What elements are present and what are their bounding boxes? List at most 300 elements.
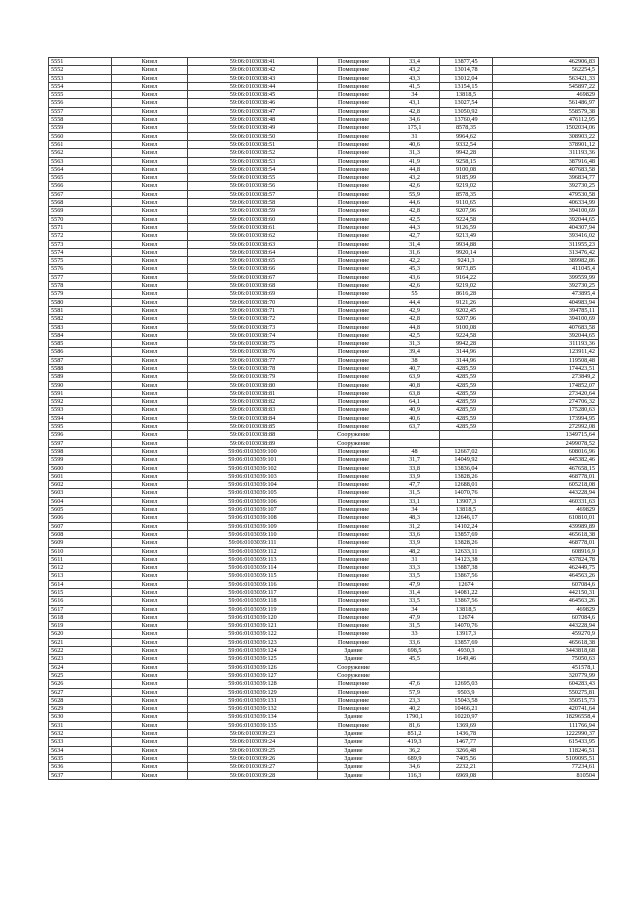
area-cell: 42,5 (390, 331, 440, 339)
cadastral-value-cell: 465618,38 (493, 530, 599, 538)
unit-cost-cell: 13828,26 (440, 472, 493, 480)
object-type-cell: Помещение (318, 182, 390, 190)
unit-cost-cell: 8578,35 (440, 190, 493, 198)
unit-cost-cell: 9185,99 (440, 174, 493, 182)
unit-cost-cell: 9934,88 (440, 240, 493, 248)
cadastral-number-cell: 59:06:0103039:23 (188, 730, 318, 738)
table-row (49, 74, 599, 82)
row-number-cell: 5607 (49, 522, 112, 530)
cadastral-value-cell: 443228,94 (493, 622, 599, 630)
city-cell: Кизел (112, 638, 188, 646)
cadastral-number-cell: 59:06:0103039:26 (188, 754, 318, 762)
area-cell: 175,1 (390, 124, 440, 132)
cadastral-number-cell: 59:06:0103038:74 (188, 331, 318, 339)
area-cell: 34 (390, 605, 440, 613)
table-row (49, 713, 599, 721)
row-number-cell: 5569 (49, 207, 112, 215)
object-type-cell: Помещение (318, 580, 390, 588)
object-type-cell: Помещение (318, 157, 390, 165)
area-cell: 42,8 (390, 107, 440, 115)
table-row (49, 547, 599, 555)
cadastral-value-cell: 473895,4 (493, 290, 599, 298)
city-cell: Кизел (112, 738, 188, 746)
object-type-cell: Здание (318, 763, 390, 771)
row-number-cell: 5593 (49, 406, 112, 414)
cadastral-value-cell: 399559,99 (493, 273, 599, 281)
cadastral-number-cell: 59:06:0103039:122 (188, 630, 318, 638)
cadastral-value-cell: 469829 (493, 605, 599, 613)
row-number-cell: 5605 (49, 506, 112, 514)
city-cell: Кизел (112, 580, 188, 588)
cadastral-number-cell: 59:06:0103038:54 (188, 165, 318, 173)
object-type-cell: Помещение (318, 165, 390, 173)
area-cell: 33,9 (390, 539, 440, 547)
area-cell: 33,6 (390, 638, 440, 646)
cadastral-value-cell: 77234,61 (493, 763, 599, 771)
cadastral-number-cell: 59:06:0103038:85 (188, 423, 318, 431)
unit-cost-cell: 13050,92 (440, 107, 493, 115)
table-row (49, 763, 599, 771)
cadastral-value-cell: 467658,15 (493, 464, 599, 472)
city-cell: Кизел (112, 547, 188, 555)
object-type-cell: Помещение (318, 240, 390, 248)
object-type-cell: Помещение (318, 66, 390, 74)
cadastral-value-cell: 443228,94 (493, 489, 599, 497)
area-cell: 43,3 (390, 74, 440, 82)
object-type-cell: Помещение (318, 91, 390, 99)
unit-cost-cell: 9224,58 (440, 331, 493, 339)
cadastral-value-cell: 311193,36 (493, 149, 599, 157)
object-type-cell: Помещение (318, 282, 390, 290)
row-number-cell: 5626 (49, 680, 112, 688)
cadastral-value-cell: 607084,6 (493, 580, 599, 588)
table-row (49, 721, 599, 729)
table-row (49, 124, 599, 132)
city-cell: Кизел (112, 348, 188, 356)
row-number-cell: 5581 (49, 306, 112, 314)
cadastral-value-cell: 5109095,51 (493, 754, 599, 762)
cadastral-value-cell: 445382,46 (493, 456, 599, 464)
area-cell: 33,5 (390, 597, 440, 605)
cadastral-value-cell: 313476,42 (493, 248, 599, 256)
unit-cost-cell: 9942,28 (440, 149, 493, 157)
unit-cost-cell: 9224,58 (440, 215, 493, 223)
area-cell: 851,2 (390, 730, 440, 738)
unit-cost-cell: 9073,85 (440, 265, 493, 273)
object-type-cell: Помещение (318, 522, 390, 530)
row-number-cell: 5552 (49, 66, 112, 74)
cadastral-value-cell: 1349715,64 (493, 431, 599, 439)
area-cell: 47,6 (390, 680, 440, 688)
unit-cost-cell: 9164,22 (440, 273, 493, 281)
row-number-cell: 5595 (49, 423, 112, 431)
cadastral-value-cell: 407683,58 (493, 165, 599, 173)
table-row (49, 423, 599, 431)
row-number-cell: 5590 (49, 381, 112, 389)
unit-cost-cell: 4285,59 (440, 414, 493, 422)
city-cell: Кизел (112, 613, 188, 621)
city-cell: Кизел (112, 140, 188, 148)
cadastral-value-cell: 604283,43 (493, 680, 599, 688)
cadastral-value-cell: 460331,63 (493, 497, 599, 505)
object-type-cell: Помещение (318, 680, 390, 688)
cadastral-number-cell: 59:06:0103038:80 (188, 381, 318, 389)
area-cell: 43,2 (390, 174, 440, 182)
table-row (49, 613, 599, 621)
row-number-cell: 5571 (49, 223, 112, 231)
table-row (49, 746, 599, 754)
city-cell: Кизел (112, 522, 188, 530)
object-type-cell: Помещение (318, 489, 390, 497)
cadastral-value-cell: 464563,26 (493, 597, 599, 605)
table-row (49, 107, 599, 115)
unit-cost-cell: 9100,08 (440, 323, 493, 331)
table-row (49, 248, 599, 256)
area-cell: 63,7 (390, 423, 440, 431)
city-cell: Кизел (112, 124, 188, 132)
unit-cost-cell: 13917,3 (440, 630, 493, 638)
cadastral-value-cell: 550275,81 (493, 688, 599, 696)
row-number-cell: 5562 (49, 149, 112, 157)
city-cell: Кизел (112, 406, 188, 414)
cadastral-value-cell: 1222990,37 (493, 730, 599, 738)
object-type-cell: Помещение (318, 373, 390, 381)
area-cell: 34 (390, 91, 440, 99)
cadastral-value-cell: 320779,99 (493, 671, 599, 679)
cadastral-number-cell: 59:06:0103038:42 (188, 66, 318, 74)
table-row (49, 671, 599, 679)
row-number-cell: 5615 (49, 589, 112, 597)
object-type-cell: Помещение (318, 514, 390, 522)
area-cell: 33,5 (390, 572, 440, 580)
object-type-cell: Помещение (318, 406, 390, 414)
cadastral-value-cell: 608016,96 (493, 447, 599, 455)
object-type-cell: Помещение (318, 265, 390, 273)
table-row (49, 99, 599, 107)
city-cell: Кизел (112, 290, 188, 298)
cadastral-value-cell: 396834,77 (493, 174, 599, 182)
area-cell: 31,6 (390, 248, 440, 256)
cadastral-number-cell: 59:06:0103039:108 (188, 514, 318, 522)
city-cell: Кизел (112, 423, 188, 431)
cadastral-number-cell: 59:06:0103038:66 (188, 265, 318, 273)
area-cell: 36,2 (390, 746, 440, 754)
city-cell: Кизел (112, 555, 188, 563)
area-cell: 40,8 (390, 381, 440, 389)
table-row (49, 157, 599, 165)
table-row (49, 356, 599, 364)
object-type-cell: Помещение (318, 464, 390, 472)
cadastral-number-cell: 59:06:0103038:88 (188, 431, 318, 439)
row-number-cell: 5578 (49, 282, 112, 290)
city-cell: Кизел (112, 364, 188, 372)
table-row (49, 555, 599, 563)
area-cell: 47,9 (390, 613, 440, 621)
city-cell: Кизел (112, 713, 188, 721)
cadastral-number-cell: 59:06:0103039:131 (188, 696, 318, 704)
object-type-cell: Помещение (318, 530, 390, 538)
city-cell: Кизел (112, 589, 188, 597)
area-cell: 40,9 (390, 406, 440, 414)
row-number-cell: 5610 (49, 547, 112, 555)
object-type-cell: Помещение (318, 555, 390, 563)
object-type-cell: Помещение (318, 298, 390, 306)
table-row (49, 323, 599, 331)
city-cell: Кизел (112, 381, 188, 389)
unit-cost-cell: 12695,03 (440, 680, 493, 688)
unit-cost-cell: 12674 (440, 613, 493, 621)
cadastral-number-cell: 59:06:0103038:71 (188, 306, 318, 314)
cadastral-value-cell: 273420,64 (493, 389, 599, 397)
cadastral-value-cell: 3443818,68 (493, 647, 599, 655)
object-type-cell: Сооружение (318, 671, 390, 679)
city-cell: Кизел (112, 273, 188, 281)
table-row (49, 174, 599, 182)
area-cell: 31,4 (390, 589, 440, 597)
area-cell: 40,7 (390, 364, 440, 372)
cadastral-value-cell: 350515,73 (493, 696, 599, 704)
area-cell: 40,2 (390, 705, 440, 713)
object-type-cell: Сооружение (318, 663, 390, 671)
unit-cost-cell: 9503,9 (440, 688, 493, 696)
area-cell: 31,4 (390, 240, 440, 248)
object-type-cell: Помещение (318, 389, 390, 397)
object-type-cell: Помещение (318, 547, 390, 555)
city-cell: Кизел (112, 331, 188, 339)
area-cell: 419,3 (390, 738, 440, 746)
city-cell: Кизел (112, 298, 188, 306)
area-cell: 47,9 (390, 580, 440, 588)
row-number-cell: 5586 (49, 348, 112, 356)
unit-cost-cell: 13857,69 (440, 530, 493, 538)
area-cell: 42,8 (390, 315, 440, 323)
cadastral-number-cell: 59:06:0103038:89 (188, 439, 318, 447)
row-number-cell: 5599 (49, 456, 112, 464)
unit-cost-cell: 9207,96 (440, 207, 493, 215)
cadastral-number-cell: 59:06:0103038:50 (188, 132, 318, 140)
object-type-cell: Помещение (318, 688, 390, 696)
table-row (49, 530, 599, 538)
cadastral-number-cell: 59:06:0103038:49 (188, 124, 318, 132)
unit-cost-cell: 1649,46 (440, 655, 493, 663)
table-row (49, 663, 599, 671)
city-cell: Кизел (112, 746, 188, 754)
cadastral-number-cell: 59:06:0103038:45 (188, 91, 318, 99)
cadastral-number-cell: 59:06:0103038:61 (188, 223, 318, 231)
cadastral-number-cell: 59:06:0103038:57 (188, 190, 318, 198)
row-number-cell: 5563 (49, 157, 112, 165)
cadastral-number-cell: 59:06:0103038:52 (188, 149, 318, 157)
area-cell: 34,6 (390, 763, 440, 771)
unit-cost-cell: 9219,02 (440, 182, 493, 190)
table-row (49, 655, 599, 663)
area-cell: 33,1 (390, 497, 440, 505)
city-cell: Кизел (112, 539, 188, 547)
object-type-cell: Здание (318, 746, 390, 754)
unit-cost-cell: 14123,38 (440, 555, 493, 563)
table-row (49, 539, 599, 547)
unit-cost-cell: 9241,3 (440, 257, 493, 265)
unit-cost-cell: 13760,49 (440, 116, 493, 124)
cadastral-value-cell: 75050,63 (493, 655, 599, 663)
row-number-cell: 5609 (49, 539, 112, 547)
cadastral-number-cell: 59:06:0103039:128 (188, 680, 318, 688)
unit-cost-cell: 13012,04 (440, 74, 493, 82)
table-row (49, 589, 599, 597)
object-type-cell: Сооружение (318, 439, 390, 447)
object-type-cell: Здание (318, 754, 390, 762)
unit-cost-cell: 9964,62 (440, 132, 493, 140)
row-number-cell: 5618 (49, 613, 112, 621)
row-number-cell: 5603 (49, 489, 112, 497)
row-number-cell: 5583 (49, 323, 112, 331)
city-cell: Кизел (112, 373, 188, 381)
cadastral-value-cell: 394785,11 (493, 306, 599, 314)
cadastral-number-cell: 59:06:0103039:106 (188, 497, 318, 505)
cadastral-number-cell: 59:06:0103039:24 (188, 738, 318, 746)
cadastral-number-cell: 59:06:0103039:124 (188, 647, 318, 655)
unit-cost-cell: 6969,08 (440, 771, 493, 779)
table-row (49, 464, 599, 472)
cadastral-number-cell: 59:06:0103039:102 (188, 464, 318, 472)
unit-cost-cell: 12667,02 (440, 447, 493, 455)
unit-cost-cell (440, 439, 493, 447)
area-cell: 42,2 (390, 257, 440, 265)
city-cell: Кизел (112, 315, 188, 323)
table-row (49, 381, 599, 389)
city-cell: Кизел (112, 456, 188, 464)
cadastral-value-cell: 1502034,06 (493, 124, 599, 132)
row-number-cell: 5570 (49, 215, 112, 223)
row-number-cell: 5623 (49, 655, 112, 663)
table-row (49, 257, 599, 265)
row-number-cell: 5579 (49, 290, 112, 298)
area-cell: 33,4 (390, 58, 440, 66)
object-type-cell: Помещение (318, 348, 390, 356)
cadastral-number-cell: 59:06:0103038:76 (188, 348, 318, 356)
cadastral-value-cell: 479530,58 (493, 190, 599, 198)
row-number-cell: 5555 (49, 91, 112, 99)
area-cell: 55,9 (390, 190, 440, 198)
city-cell: Кизел (112, 389, 188, 397)
row-number-cell: 5566 (49, 182, 112, 190)
unit-cost-cell: 9202,45 (440, 306, 493, 314)
area-cell: 40,6 (390, 414, 440, 422)
area-cell: 41,5 (390, 82, 440, 90)
cadastral-number-cell: 59:06:0103038:44 (188, 82, 318, 90)
table-row (49, 647, 599, 655)
area-cell: 44,4 (390, 298, 440, 306)
unit-cost-cell: 13887,38 (440, 564, 493, 572)
cadastral-value-cell: 439989,89 (493, 522, 599, 530)
table-row (49, 282, 599, 290)
object-type-cell: Помещение (318, 273, 390, 281)
table-row (49, 431, 599, 439)
unit-cost-cell: 4930,3 (440, 647, 493, 655)
area-cell: 33 (390, 630, 440, 638)
city-cell: Кизел (112, 431, 188, 439)
area-cell: 34,6 (390, 116, 440, 124)
object-type-cell: Здание (318, 647, 390, 655)
city-cell: Кизел (112, 622, 188, 630)
unit-cost-cell: 9207,96 (440, 315, 493, 323)
table-row (49, 91, 599, 99)
cadastral-value-cell: 311955,23 (493, 240, 599, 248)
cadastral-number-cell: 59:06:0103038:47 (188, 107, 318, 115)
city-cell: Кизел (112, 414, 188, 422)
object-type-cell: Помещение (318, 414, 390, 422)
row-number-cell: 5621 (49, 638, 112, 646)
cadastral-value-cell: 563421,33 (493, 74, 599, 82)
object-type-cell: Помещение (318, 539, 390, 547)
area-cell: 81,6 (390, 721, 440, 729)
cadastral-value-cell: 607084,6 (493, 613, 599, 621)
cadastral-number-cell: 59:06:0103038:48 (188, 116, 318, 124)
row-number-cell: 5617 (49, 605, 112, 613)
city-cell: Кизел (112, 630, 188, 638)
table-row (49, 738, 599, 746)
row-number-cell: 5611 (49, 555, 112, 563)
row-number-cell: 5624 (49, 663, 112, 671)
table-row (49, 580, 599, 588)
object-type-cell: Помещение (318, 215, 390, 223)
area-cell: 33,8 (390, 464, 440, 472)
unit-cost-cell: 12674 (440, 580, 493, 588)
city-cell: Кизел (112, 306, 188, 314)
area-cell: 45,3 (390, 265, 440, 273)
cadastral-value-cell: 378901,12 (493, 140, 599, 148)
cadastral-number-cell: 59:06:0103039:109 (188, 522, 318, 530)
row-number-cell: 5588 (49, 364, 112, 372)
city-cell: Кизел (112, 190, 188, 198)
cadastral-number-cell: 59:06:0103039:105 (188, 489, 318, 497)
city-cell: Кизел (112, 107, 188, 115)
city-cell: Кизел (112, 215, 188, 223)
city-cell: Кизел (112, 99, 188, 107)
city-cell: Кизел (112, 165, 188, 173)
cadastral-value-cell: 437824,78 (493, 555, 599, 563)
row-number-cell: 5613 (49, 572, 112, 580)
cadastral-number-cell: 59:06:0103038:69 (188, 290, 318, 298)
unit-cost-cell: 13877,45 (440, 58, 493, 66)
cadastral-number-cell: 59:06:0103039:119 (188, 605, 318, 613)
city-cell: Кизел (112, 497, 188, 505)
row-number-cell: 5635 (49, 754, 112, 762)
city-cell: Кизел (112, 721, 188, 729)
row-number-cell: 5597 (49, 439, 112, 447)
unit-cost-cell: 9920,14 (440, 248, 493, 256)
cadastral-value-cell: 465618,38 (493, 638, 599, 646)
cadastral-number-cell: 59:06:0103038:58 (188, 199, 318, 207)
cadastral-number-cell: 59:06:0103039:125 (188, 655, 318, 663)
unit-cost-cell: 12633,11 (440, 547, 493, 555)
unit-cost-cell: 13857,69 (440, 638, 493, 646)
table-row (49, 730, 599, 738)
object-type-cell: Помещение (318, 398, 390, 406)
object-type-cell: Здание (318, 730, 390, 738)
row-number-cell: 5600 (49, 464, 112, 472)
object-type-cell: Помещение (318, 447, 390, 455)
row-number-cell: 5573 (49, 240, 112, 248)
area-cell (390, 431, 440, 439)
cadastral-value-cell: 605218,08 (493, 481, 599, 489)
cadastral-number-cell: 59:06:0103039:114 (188, 564, 318, 572)
unit-cost-cell: 13828,26 (440, 539, 493, 547)
cadastral-value-cell: 407683,58 (493, 323, 599, 331)
city-cell: Кизел (112, 597, 188, 605)
cadastral-value-cell: 462449,75 (493, 564, 599, 572)
cadastral-number-cell: 59:06:0103039:25 (188, 746, 318, 754)
